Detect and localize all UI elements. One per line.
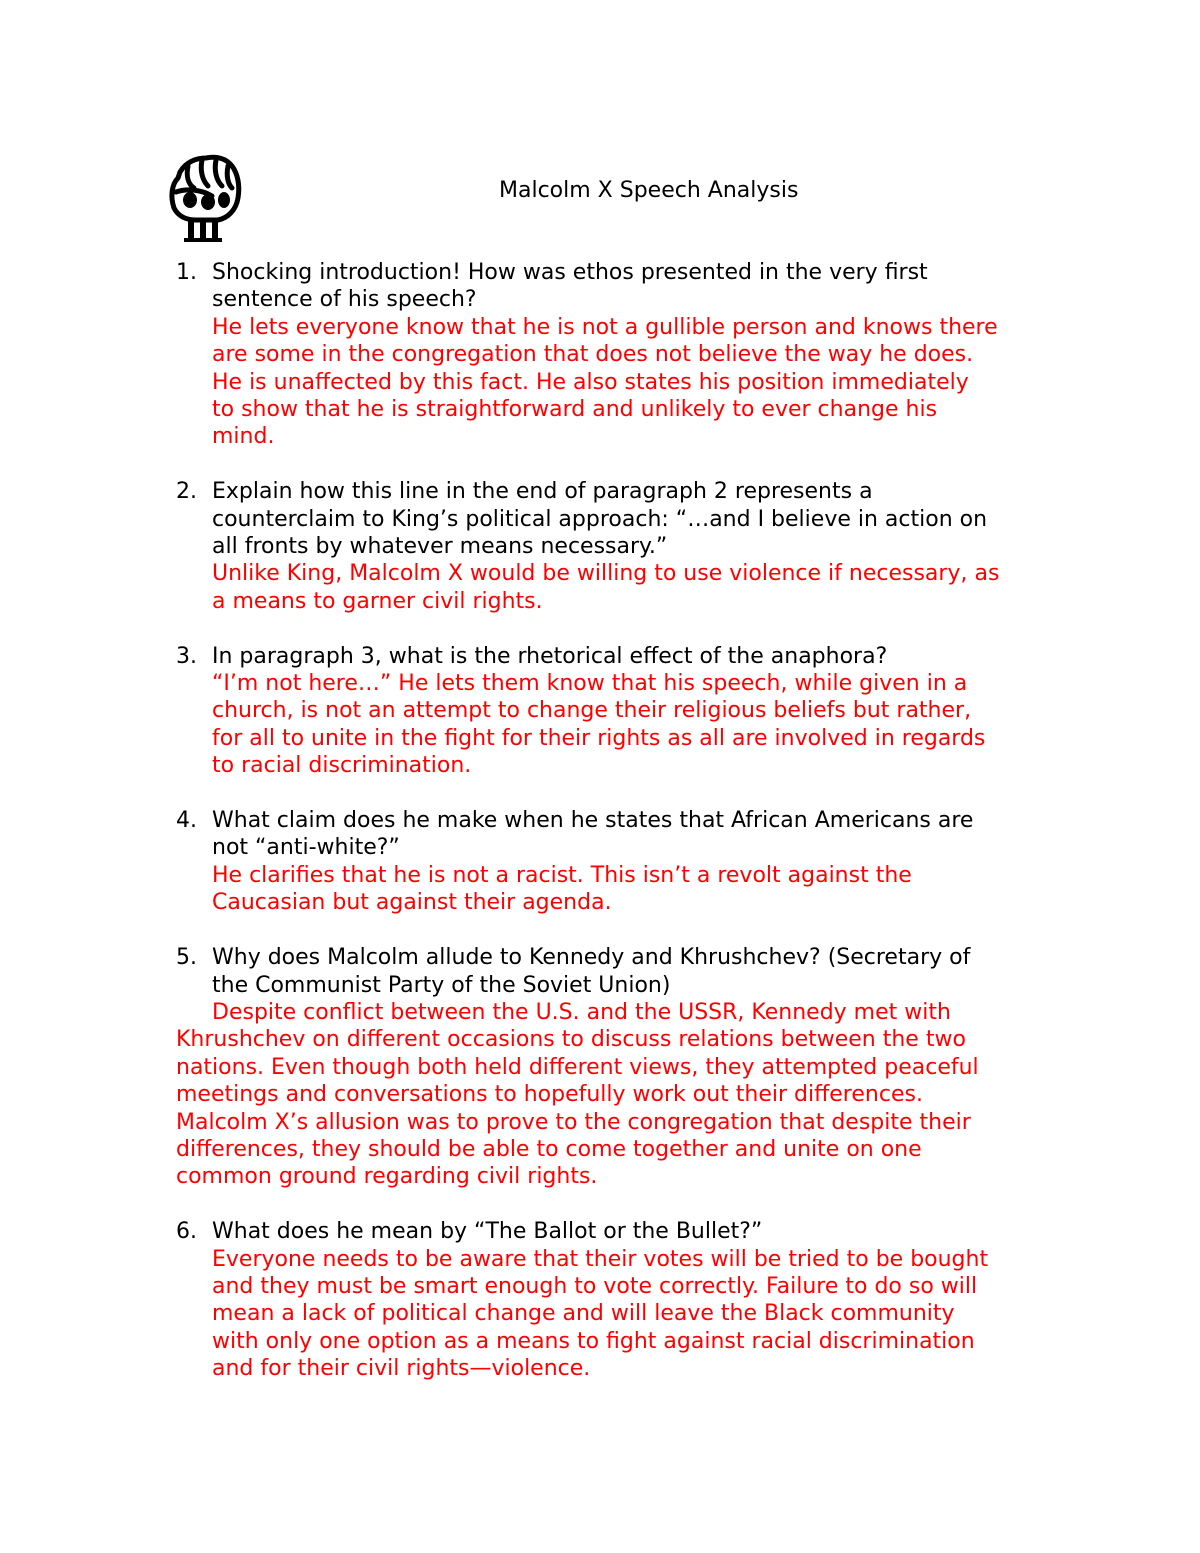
answer-line: to racial discrimination. [212, 753, 472, 779]
question-text [176, 944, 1076, 999]
answer-line: He is unaffected by this fact. He also states his position immediately [212, 369, 969, 395]
question-line: sentence of his speech? [212, 287, 477, 313]
answer-line: He lets everyone know that he is not a gullible person and knows there [212, 314, 998, 340]
question-text [176, 643, 1076, 670]
answer-line: meetings and conversations to hopefully work out their differences. [176, 1082, 923, 1108]
answer-line: are some in the congregation that does not believe the way he does. [212, 342, 974, 368]
question-text [176, 259, 1076, 314]
answer-line: Despite conflict between the U.S. and the USSR, Kennedy met with [212, 999, 951, 1025]
answer-line: for all to unite in the fight for their rights as all are involved in regards [212, 725, 986, 751]
question-2 [176, 478, 1076, 615]
question-line: counterclaim to King’s political approach: “…and I believe in action on [212, 506, 988, 532]
question-line: Why does Malcolm allude to Kennedy and Khrushchev? (Secretary of [212, 945, 971, 971]
question-6 [176, 1218, 1076, 1382]
page-title: Malcolm X Speech Analysis [499, 178, 799, 203]
answer-line: He clarifies that he is not a racist. This isn’t a revolt against the [212, 862, 912, 888]
answer-line: with only one option as a means to fight against racial discrimination [212, 1328, 975, 1354]
answer-line: and they must be smart enough to vote correctly. Failure to do so will [212, 1273, 978, 1299]
question-text [176, 478, 1076, 560]
answer-text [176, 314, 1076, 451]
answer-text [176, 670, 1076, 780]
question-number: 4. [176, 808, 197, 834]
question-line: In paragraph 3, what is the rhetorical effect of the anaphora? [212, 643, 888, 669]
answer-line: to show that he is straightforward and unlikely to ever change his [212, 397, 938, 423]
question-line: not “anti-white?” [212, 835, 400, 861]
question-line: What claim does he make when he states that African Americans are [212, 808, 974, 834]
answer-text [176, 999, 1076, 1191]
question-line: Explain how this line in the end of paragraph 2 represents a [212, 479, 873, 505]
question-text [176, 1218, 1076, 1245]
question-line: all fronts by whatever means necessary.” [212, 534, 668, 560]
question-number: 2. [176, 479, 197, 505]
answer-text [176, 862, 1076, 917]
question-1 [176, 259, 1076, 451]
answer-line: differences, they should be able to come together and unite on one [176, 1136, 922, 1162]
answer-line: Everyone needs to be aware that their votes will be tried to be bought [212, 1246, 989, 1272]
question-4 [176, 807, 1076, 917]
answer-line: mind. [212, 424, 275, 450]
question-line: Shocking introduction! How was ethos presented in the very first [212, 260, 928, 285]
question-line: the Communist Party of the Soviet Union) [212, 972, 671, 998]
answer-line: mean a lack of political change and will leave the Black community [212, 1301, 955, 1327]
answer-line: Caucasian but against their agenda. [212, 890, 612, 916]
answer-line: nations. Even though both held different views, they attempted peaceful [176, 1054, 979, 1080]
question-5 [176, 944, 1076, 1191]
raised-fist-icon [166, 152, 244, 244]
question-line: What does he mean by “The Ballot or the Bullet?” [212, 1219, 763, 1245]
answer-text [176, 1246, 1076, 1383]
question-number: 5. [176, 945, 197, 971]
answer-text [176, 560, 1076, 615]
answer-line: “I’m not here…” He lets them know that his speech, while given in a [212, 671, 968, 697]
answer-line: Unlike King, Malcolm X would be willing to use violence if necessary, as [212, 561, 1000, 587]
question-number: 6. [176, 1219, 197, 1245]
answer-line: church, is not an attempt to change their religious beliefs but rather, [212, 698, 972, 724]
answer-line: common ground regarding civil rights. [176, 1164, 598, 1190]
question-number: 3. [176, 643, 197, 669]
question-text [176, 807, 1076, 862]
answer-line: and for their civil rights—violence. [212, 1356, 591, 1382]
answer-line: Malcolm X’s allusion was to prove to the congregation that despite their [176, 1109, 971, 1135]
answer-line: Khrushchev on different occasions to discuss relations between the two [176, 1027, 966, 1053]
question-3 [176, 643, 1076, 780]
question-number: 1. [176, 260, 197, 285]
answer-line: a means to garner civil rights. [212, 588, 543, 614]
question-list [176, 259, 1076, 1383]
